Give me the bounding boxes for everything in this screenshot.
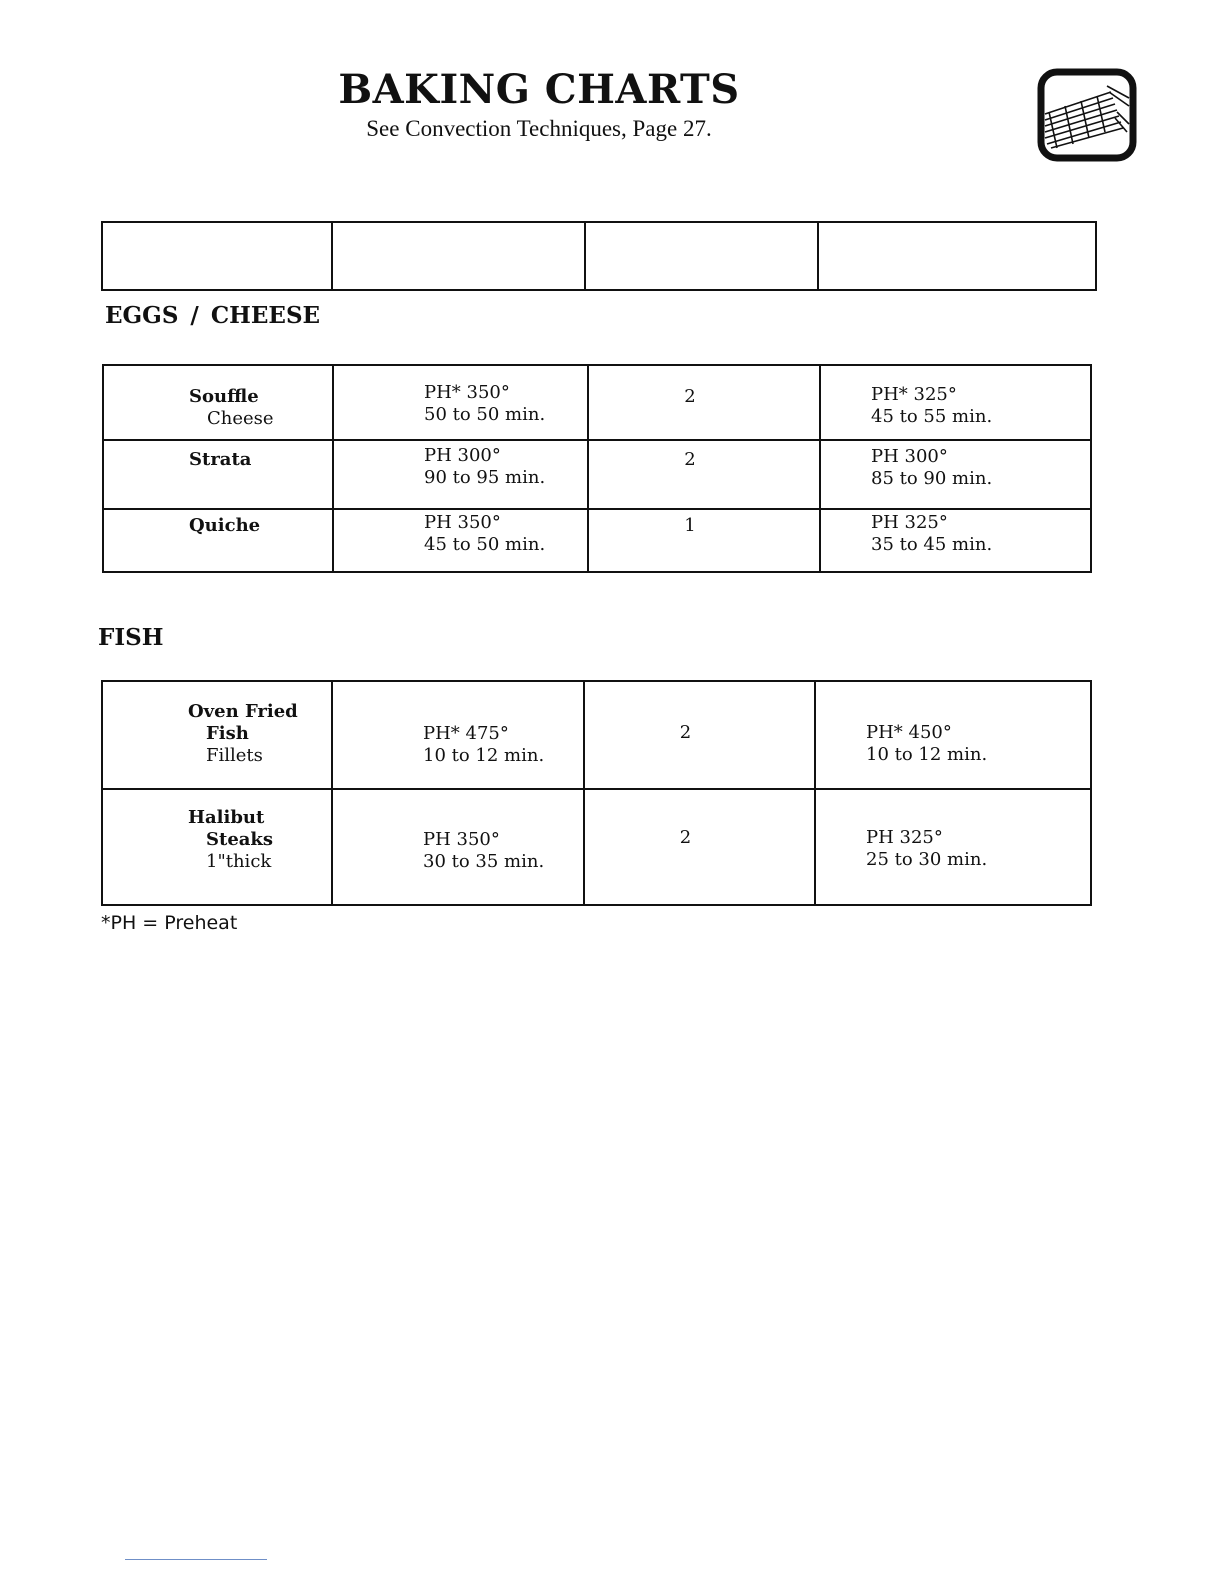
food-name: Strata (189, 449, 252, 470)
temperature: PH* 350° (424, 382, 510, 403)
table-row (103, 509, 1091, 572)
temperature: PH 325° (866, 827, 943, 848)
food-detail: Cheese (207, 408, 274, 429)
temp-time-cell (332, 789, 584, 905)
rack-cell (588, 365, 820, 440)
time: 25 to 30 min. (866, 849, 988, 870)
table-row (102, 789, 1091, 905)
food-cell (103, 365, 333, 440)
rack-position: 2 (684, 449, 696, 470)
food-cell (103, 440, 333, 509)
rack-position: 2 (684, 386, 696, 407)
rack-cell (584, 789, 815, 905)
temperature: PH 325° (871, 512, 948, 533)
temperature: PH 350° (424, 512, 501, 533)
time: 45 to 50 min. (424, 534, 546, 555)
time: 45 to 55 min. (871, 406, 993, 427)
food-name: Oven Fried (188, 701, 298, 722)
temp-time-cell (333, 365, 588, 440)
convection-cell (820, 509, 1091, 572)
temp-time-cell (333, 509, 588, 572)
bottom-rule (125, 1559, 267, 1560)
time: 35 to 45 min. (871, 534, 993, 555)
food-name: Quiche (189, 515, 261, 536)
temp-time-cell (332, 681, 584, 789)
food-cell (102, 681, 332, 789)
food-cell (102, 789, 332, 905)
convection-cell (820, 365, 1091, 440)
food-name: Fish (206, 723, 249, 744)
section-heading-fish: FISH (98, 624, 164, 651)
header-cell (585, 222, 818, 290)
temperature: PH* 475° (423, 723, 509, 744)
time: 50 to 50 min. (424, 404, 546, 425)
time: 85 to 90 min. (871, 468, 993, 489)
temp-time-cell (333, 440, 588, 509)
header-cell (332, 222, 585, 290)
fish-table (101, 680, 1092, 906)
footnote: *PH = Preheat (101, 912, 238, 934)
temperature: PH* 325° (871, 384, 957, 405)
oven-rack-icon (1037, 68, 1137, 162)
eggs-cheese-table (102, 364, 1092, 573)
table-row (103, 440, 1091, 509)
rack-cell (588, 509, 820, 572)
header-cell (818, 222, 1096, 290)
time: 30 to 35 min. (423, 851, 545, 872)
rack-position: 1 (684, 515, 696, 536)
time: 90 to 95 min. (424, 467, 546, 488)
convection-cell (815, 789, 1091, 905)
header-cell (102, 222, 332, 290)
food-detail: 1"thick (206, 851, 272, 872)
food-name: Souffle (189, 386, 259, 407)
temperature: PH* 450° (866, 722, 952, 743)
rack-cell (588, 440, 820, 509)
food-detail: Fillets (206, 745, 263, 766)
convection-cell (815, 681, 1091, 789)
time: 10 to 12 min. (423, 745, 545, 766)
temperature: PH 350° (423, 829, 500, 850)
page-title: BAKING CHARTS (338, 66, 740, 113)
section-heading-eggs: EGGS / CHEESE (105, 302, 321, 329)
food-name: Steaks (206, 829, 274, 850)
rack-cell (584, 681, 815, 789)
rack-position: 2 (679, 722, 692, 743)
table-row (103, 365, 1091, 440)
temperature: PH 300° (871, 446, 948, 467)
page-subtitle: See Convection Techniques, Page 27. (366, 116, 712, 141)
rack-position: 2 (679, 827, 692, 848)
table-row (102, 681, 1091, 789)
time: 10 to 12 min. (866, 744, 988, 765)
convection-cell (820, 440, 1091, 509)
food-cell (103, 509, 333, 572)
header-table (101, 221, 1097, 291)
temperature: PH 300° (424, 445, 501, 466)
food-name: Halibut (188, 807, 265, 828)
